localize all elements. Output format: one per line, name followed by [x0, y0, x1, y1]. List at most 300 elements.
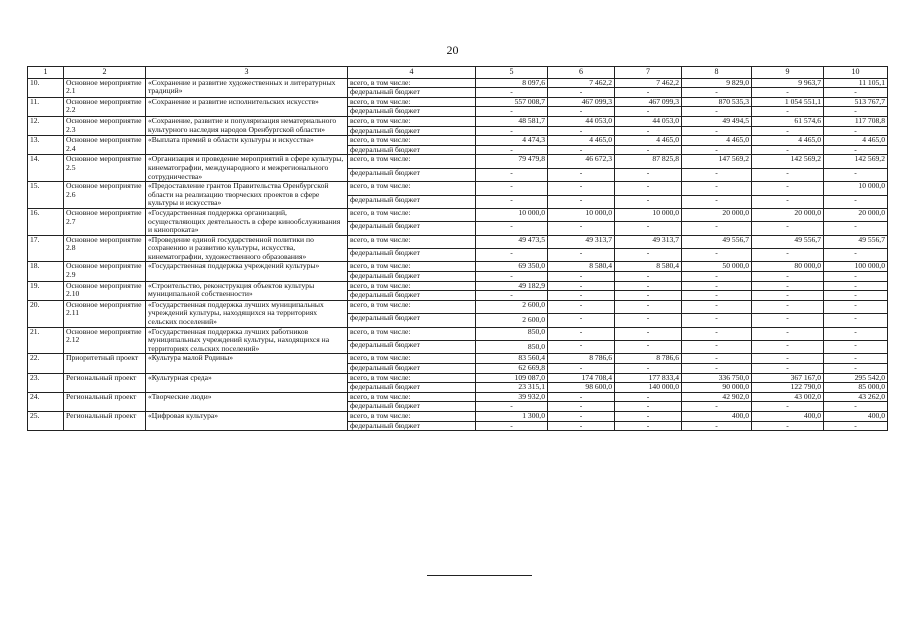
funding-source: федеральный бюджет: [348, 383, 476, 393]
column-header: 4: [348, 67, 476, 79]
amount-cell: -: [682, 402, 752, 412]
amount-cell: -: [476, 182, 548, 195]
event-name: «Проведение единой государственной политики по сохранению и развитию культуры, искусства, кинематографии, художественного образования»: [146, 235, 348, 262]
amount-cell: -: [752, 182, 824, 195]
row-number: 10.: [28, 78, 64, 97]
amount-cell: -: [752, 314, 824, 327]
amount-cell: -: [824, 272, 888, 282]
funding-source: федеральный бюджет: [348, 107, 476, 117]
amount-cell: -: [615, 195, 682, 208]
amount-cell: 44 053,0: [615, 116, 682, 126]
event-name: «Сохранение, развитие и популяризация нематериального культурного наследия народов Оренбургской области»: [146, 116, 348, 135]
amount-cell: -: [476, 88, 548, 98]
funding-source: всего, в том числе:: [348, 327, 476, 340]
amount-cell: 4 465,0: [682, 136, 752, 146]
amount-cell: -: [752, 145, 824, 155]
amount-cell: 467 099,3: [615, 97, 682, 107]
amount-cell: -: [615, 402, 682, 412]
amount-cell: -: [548, 364, 615, 374]
amount-cell: 39 932,0: [476, 392, 548, 402]
amount-cell: 147 569,2: [682, 155, 752, 168]
amount-cell: 49 556,7: [682, 235, 752, 248]
amount-cell: 10 000,0: [548, 208, 615, 221]
funding-source: федеральный бюджет: [348, 249, 476, 262]
amount-cell: -: [824, 126, 888, 136]
amount-cell: -: [752, 300, 824, 313]
event-type: Основное мероприятие 2.7: [64, 208, 146, 235]
table-row: [28, 392, 888, 402]
event-type: Основное мероприятие 2.9: [64, 262, 146, 281]
amount-cell: 4 465,0: [752, 136, 824, 146]
amount-cell: -: [752, 168, 824, 181]
row-number: 24.: [28, 392, 64, 411]
amount-cell: -: [615, 300, 682, 313]
amount-cell: 10 000,0: [476, 208, 548, 221]
amount-cell: -: [752, 107, 824, 117]
amount-cell: -: [682, 291, 752, 301]
amount-cell: 336 750,0: [682, 373, 752, 383]
row-number: 19.: [28, 281, 64, 300]
row-number: 16.: [28, 208, 64, 235]
amount-cell: 10 000,0: [824, 182, 888, 195]
amount-cell: -: [615, 364, 682, 374]
column-header: 1: [28, 67, 64, 79]
amount-cell: 49 473,5: [476, 235, 548, 248]
amount-cell: -: [682, 300, 752, 313]
amount-cell: -: [548, 107, 615, 117]
amount-cell: -: [752, 281, 824, 291]
amount-cell: 8 580,4: [615, 262, 682, 272]
amount-cell: -: [548, 421, 615, 431]
table-row: [28, 78, 888, 88]
amount-cell: 8 786,6: [615, 354, 682, 364]
amount-cell: 870 535,3: [682, 97, 752, 107]
event-type: Основное мероприятие 2.4: [64, 136, 146, 155]
row-number: 11.: [28, 97, 64, 116]
amount-cell: -: [548, 291, 615, 301]
funding-source: федеральный бюджет: [348, 402, 476, 412]
amount-cell: 46 672,3: [548, 155, 615, 168]
funding-source: всего, в том числе:: [348, 116, 476, 126]
amount-cell: 400,0: [752, 411, 824, 421]
funding-source: всего, в том числе:: [348, 78, 476, 88]
table-row: [28, 262, 888, 272]
amount-cell: -: [615, 145, 682, 155]
amount-cell: 69 350,0: [476, 262, 548, 272]
amount-cell: -: [548, 341, 615, 354]
column-header: 8: [682, 67, 752, 79]
amount-cell: 100 000,0: [824, 262, 888, 272]
amount-cell: 87 825,8: [615, 155, 682, 168]
event-name: «Сохранение и развитие художественных и литературных традиций»: [146, 78, 348, 97]
amount-cell: 2 600,0: [476, 300, 548, 313]
amount-cell: 467 099,3: [548, 97, 615, 107]
event-name: «Государственная поддержка лучших работников муниципальных учреждений культуры, находящихся на территориях сельских поселений»: [146, 327, 348, 354]
amount-cell: -: [476, 145, 548, 155]
funding-source: всего, в том числе:: [348, 262, 476, 272]
amount-cell: -: [682, 327, 752, 340]
amount-cell: -: [615, 341, 682, 354]
table-row: [28, 300, 888, 313]
amount-cell: 7 462,2: [548, 78, 615, 88]
amount-cell: 9 829,0: [682, 78, 752, 88]
event-type: Региональный проект: [64, 411, 146, 430]
table-row: [28, 281, 888, 291]
funding-source: всего, в том числе:: [348, 411, 476, 421]
amount-cell: 23 315,1: [476, 383, 548, 393]
amount-cell: -: [548, 195, 615, 208]
row-number: 21.: [28, 327, 64, 354]
amount-cell: 83 560,4: [476, 354, 548, 364]
amount-cell: 513 767,7: [824, 97, 888, 107]
table-row: [28, 235, 888, 248]
amount-cell: 90 000,0: [682, 383, 752, 393]
amount-cell: -: [682, 364, 752, 374]
amount-cell: 61 574,6: [752, 116, 824, 126]
amount-cell: 9 963,7: [752, 78, 824, 88]
amount-cell: 49 313,7: [548, 235, 615, 248]
amount-cell: -: [824, 145, 888, 155]
event-name: «Творческие люди»: [146, 392, 348, 411]
funding-source: всего, в том числе:: [348, 354, 476, 364]
amount-cell: 8 786,6: [548, 354, 615, 364]
amount-cell: 80 000,0: [752, 262, 824, 272]
amount-cell: 79 479,8: [476, 155, 548, 168]
event-type: Основное мероприятие 2.10: [64, 281, 146, 300]
amount-cell: 117 708,8: [824, 116, 888, 126]
amount-cell: 174 708,4: [548, 373, 615, 383]
amount-cell: -: [752, 364, 824, 374]
amount-cell: -: [682, 272, 752, 282]
amount-cell: -: [824, 281, 888, 291]
amount-cell: -: [824, 249, 888, 262]
amount-cell: -: [682, 222, 752, 235]
amount-cell: -: [615, 421, 682, 431]
amount-cell: -: [476, 291, 548, 301]
amount-cell: 98 600,0: [548, 383, 615, 393]
amount-cell: -: [548, 249, 615, 262]
amount-cell: -: [824, 107, 888, 117]
funding-source: федеральный бюджет: [348, 168, 476, 181]
amount-cell: -: [548, 126, 615, 136]
amount-cell: 43 262,0: [824, 392, 888, 402]
column-header: 7: [615, 67, 682, 79]
column-header: 9: [752, 67, 824, 79]
amount-cell: -: [682, 341, 752, 354]
amount-cell: -: [824, 195, 888, 208]
amount-cell: 109 087,0: [476, 373, 548, 383]
amount-cell: -: [548, 222, 615, 235]
row-number: 15.: [28, 182, 64, 209]
amount-cell: 400,0: [682, 411, 752, 421]
amount-cell: -: [476, 249, 548, 262]
amount-cell: -: [615, 249, 682, 262]
amount-cell: 49 556,7: [824, 235, 888, 248]
funding-source: федеральный бюджет: [348, 341, 476, 354]
amount-cell: 1 300,0: [476, 411, 548, 421]
amount-cell: -: [548, 168, 615, 181]
funding-source: федеральный бюджет: [348, 88, 476, 98]
amount-cell: -: [615, 168, 682, 181]
amount-cell: -: [682, 195, 752, 208]
table-row: [28, 327, 888, 340]
amount-cell: -: [824, 168, 888, 181]
amount-cell: -: [752, 195, 824, 208]
amount-cell: -: [682, 314, 752, 327]
amount-cell: 1 054 551,1: [752, 97, 824, 107]
amount-cell: -: [682, 354, 752, 364]
amount-cell: -: [824, 88, 888, 98]
row-number: 23.: [28, 373, 64, 392]
amount-cell: -: [752, 222, 824, 235]
event-name: «Цифровая культура»: [146, 411, 348, 430]
event-type: Региональный проект: [64, 392, 146, 411]
column-header: 3: [146, 67, 348, 79]
amount-cell: 142 569,2: [824, 155, 888, 168]
amount-cell: -: [548, 402, 615, 412]
row-number: 20.: [28, 300, 64, 327]
amount-cell: -: [752, 291, 824, 301]
amount-cell: -: [615, 392, 682, 402]
row-number: 17.: [28, 235, 64, 262]
row-number: 22.: [28, 354, 64, 373]
amount-cell: -: [752, 249, 824, 262]
amount-cell: 4 465,0: [548, 136, 615, 146]
funding-source: всего, в том числе:: [348, 208, 476, 221]
amount-cell: 4 465,0: [615, 136, 682, 146]
funding-source: всего, в том числе:: [348, 281, 476, 291]
amount-cell: -: [615, 107, 682, 117]
amount-cell: -: [615, 126, 682, 136]
amount-cell: -: [615, 222, 682, 235]
amount-cell: -: [548, 145, 615, 155]
amount-cell: 4 474,3: [476, 136, 548, 146]
event-name: «Государственная поддержка учреждений культуры»: [146, 262, 348, 281]
amount-cell: -: [752, 341, 824, 354]
amount-cell: -: [615, 182, 682, 195]
amount-cell: 49 494,5: [682, 116, 752, 126]
column-header: 6: [548, 67, 615, 79]
event-name: «Выплата премий в области культуры и искусства»: [146, 136, 348, 155]
amount-cell: -: [476, 402, 548, 412]
event-type: Основное мероприятие 2.11: [64, 300, 146, 327]
amount-cell: -: [548, 314, 615, 327]
event-type: Основное мероприятие 2.1: [64, 78, 146, 97]
event-type: Основное мероприятие 2.3: [64, 116, 146, 135]
header-row: [28, 67, 888, 79]
amount-cell: -: [752, 272, 824, 282]
amount-cell: -: [682, 145, 752, 155]
funding-source: федеральный бюджет: [348, 421, 476, 431]
column-header: 5: [476, 67, 548, 79]
amount-cell: 48 581,7: [476, 116, 548, 126]
event-name: «Организация и проведение мероприятий в сфере культуры, кинематографии, международного и межрегионального сотрудничества»: [146, 155, 348, 182]
event-type: Основное мероприятие 2.12: [64, 327, 146, 354]
amount-cell: 85 000,0: [824, 383, 888, 393]
table-row: [28, 411, 888, 421]
funding-source: всего, в том числе:: [348, 235, 476, 248]
event-name: «Культура малой Родины»: [146, 354, 348, 373]
table-row: [28, 373, 888, 383]
funding-source: федеральный бюджет: [348, 272, 476, 282]
amount-cell: 400,0: [824, 411, 888, 421]
table-row: [28, 208, 888, 221]
row-number: 13.: [28, 136, 64, 155]
budget-table: [27, 66, 888, 431]
table-row: [28, 354, 888, 364]
column-header: 2: [64, 67, 146, 79]
amount-cell: 850,0: [476, 341, 548, 354]
amount-cell: 11 105,1: [824, 78, 888, 88]
amount-cell: -: [476, 272, 548, 282]
amount-cell: -: [682, 182, 752, 195]
funding-source: федеральный бюджет: [348, 126, 476, 136]
amount-cell: -: [752, 327, 824, 340]
amount-cell: -: [548, 327, 615, 340]
event-type: Приоритетный проект: [64, 354, 146, 373]
amount-cell: 62 669,8: [476, 364, 548, 374]
funding-source: всего, в том числе:: [348, 182, 476, 195]
event-name: «Государственная поддержка организаций, осуществляющих деятельность в сфере кинообслуживания и кинопроката»: [146, 208, 348, 235]
event-type: Основное мероприятие 2.5: [64, 155, 146, 182]
funding-source: федеральный бюджет: [348, 195, 476, 208]
event-name: «Культурная среда»: [146, 373, 348, 392]
event-name: «Сохранение и развитие исполнительских искусств»: [146, 97, 348, 116]
amount-cell: 43 002,0: [752, 392, 824, 402]
amount-cell: -: [615, 327, 682, 340]
amount-cell: -: [615, 272, 682, 282]
amount-cell: -: [824, 300, 888, 313]
footer-divider: [427, 575, 532, 576]
funding-source: федеральный бюджет: [348, 291, 476, 301]
amount-cell: 142 569,2: [752, 155, 824, 168]
amount-cell: -: [752, 421, 824, 431]
row-number: 25.: [28, 411, 64, 430]
amount-cell: -: [615, 281, 682, 291]
row-number: 14.: [28, 155, 64, 182]
amount-cell: 7 462,2: [615, 78, 682, 88]
amount-cell: -: [824, 402, 888, 412]
event-name: «Государственная поддержка лучших муниципальных учреждений культуры, находящихся на территориях сельских поселений»: [146, 300, 348, 327]
amount-cell: 367 167,0: [752, 373, 824, 383]
amount-cell: -: [548, 182, 615, 195]
amount-cell: -: [548, 300, 615, 313]
amount-cell: -: [824, 327, 888, 340]
amount-cell: -: [682, 168, 752, 181]
event-type: Основное мероприятие 2.6: [64, 182, 146, 209]
amount-cell: -: [682, 107, 752, 117]
amount-cell: -: [476, 222, 548, 235]
amount-cell: 4 465,0: [824, 136, 888, 146]
amount-cell: -: [476, 195, 548, 208]
row-number: 18.: [28, 262, 64, 281]
funding-source: всего, в том числе:: [348, 392, 476, 402]
amount-cell: 557 008,7: [476, 97, 548, 107]
amount-cell: -: [682, 88, 752, 98]
amount-cell: -: [682, 249, 752, 262]
amount-cell: -: [824, 222, 888, 235]
table-body: [28, 78, 888, 431]
amount-cell: 295 542,0: [824, 373, 888, 383]
funding-source: всего, в том числе:: [348, 300, 476, 313]
amount-cell: -: [824, 314, 888, 327]
event-name: «Строительство, реконструкция объектов культуры муниципальной собственности»: [146, 281, 348, 300]
amount-cell: -: [476, 126, 548, 136]
amount-cell: -: [824, 364, 888, 374]
column-header: 10: [824, 67, 888, 79]
amount-cell: -: [682, 421, 752, 431]
amount-cell: 8 097,6: [476, 78, 548, 88]
amount-cell: -: [824, 354, 888, 364]
amount-cell: -: [752, 402, 824, 412]
funding-source: всего, в том числе:: [348, 373, 476, 383]
event-type: Основное мероприятие 2.8: [64, 235, 146, 262]
amount-cell: 8 580,4: [548, 262, 615, 272]
amount-cell: 20 000,0: [752, 208, 824, 221]
amount-cell: -: [476, 421, 548, 431]
amount-cell: -: [752, 354, 824, 364]
amount-cell: -: [752, 88, 824, 98]
amount-cell: -: [476, 168, 548, 181]
table-row: [28, 136, 888, 146]
amount-cell: -: [752, 126, 824, 136]
amount-cell: -: [615, 291, 682, 301]
amount-cell: -: [548, 281, 615, 291]
amount-cell: -: [548, 88, 615, 98]
funding-source: всего, в том числе:: [348, 97, 476, 107]
amount-cell: -: [476, 107, 548, 117]
amount-cell: -: [548, 411, 615, 421]
table-row: [28, 182, 888, 195]
funding-source: федеральный бюджет: [348, 314, 476, 327]
amount-cell: -: [824, 421, 888, 431]
table-row: [28, 155, 888, 168]
funding-source: всего, в том числе:: [348, 136, 476, 146]
amount-cell: 2 600,0: [476, 314, 548, 327]
funding-source: федеральный бюджет: [348, 145, 476, 155]
amount-cell: 49 182,9: [476, 281, 548, 291]
amount-cell: 140 000,0: [615, 383, 682, 393]
amount-cell: 10 000,0: [615, 208, 682, 221]
funding-source: всего, в том числе:: [348, 155, 476, 168]
amount-cell: 44 053,0: [548, 116, 615, 126]
amount-cell: 49 556,7: [752, 235, 824, 248]
amount-cell: -: [682, 126, 752, 136]
amount-cell: -: [615, 88, 682, 98]
row-number: 12.: [28, 116, 64, 135]
amount-cell: 50 000,0: [682, 262, 752, 272]
amount-cell: 20 000,0: [824, 208, 888, 221]
event-name: «Предоставление грантов Правительства Оренбургской области на реализацию творческих проектов в сфере культуры и искусства»: [146, 182, 348, 209]
amount-cell: -: [548, 272, 615, 282]
page-number: 20: [446, 43, 459, 57]
funding-source: федеральный бюджет: [348, 364, 476, 374]
amount-cell: 850,0: [476, 327, 548, 340]
table-row: [28, 97, 888, 107]
funding-source: федеральный бюджет: [348, 222, 476, 235]
amount-cell: -: [615, 411, 682, 421]
amount-cell: -: [682, 281, 752, 291]
table-row: [28, 116, 888, 126]
amount-cell: 20 000,0: [682, 208, 752, 221]
amount-cell: 177 833,4: [615, 373, 682, 383]
event-type: Основное мероприятие 2.2: [64, 97, 146, 116]
event-type: Региональный проект: [64, 373, 146, 392]
amount-cell: -: [548, 392, 615, 402]
amount-cell: 49 313,7: [615, 235, 682, 248]
amount-cell: -: [615, 314, 682, 327]
amount-cell: -: [824, 291, 888, 301]
